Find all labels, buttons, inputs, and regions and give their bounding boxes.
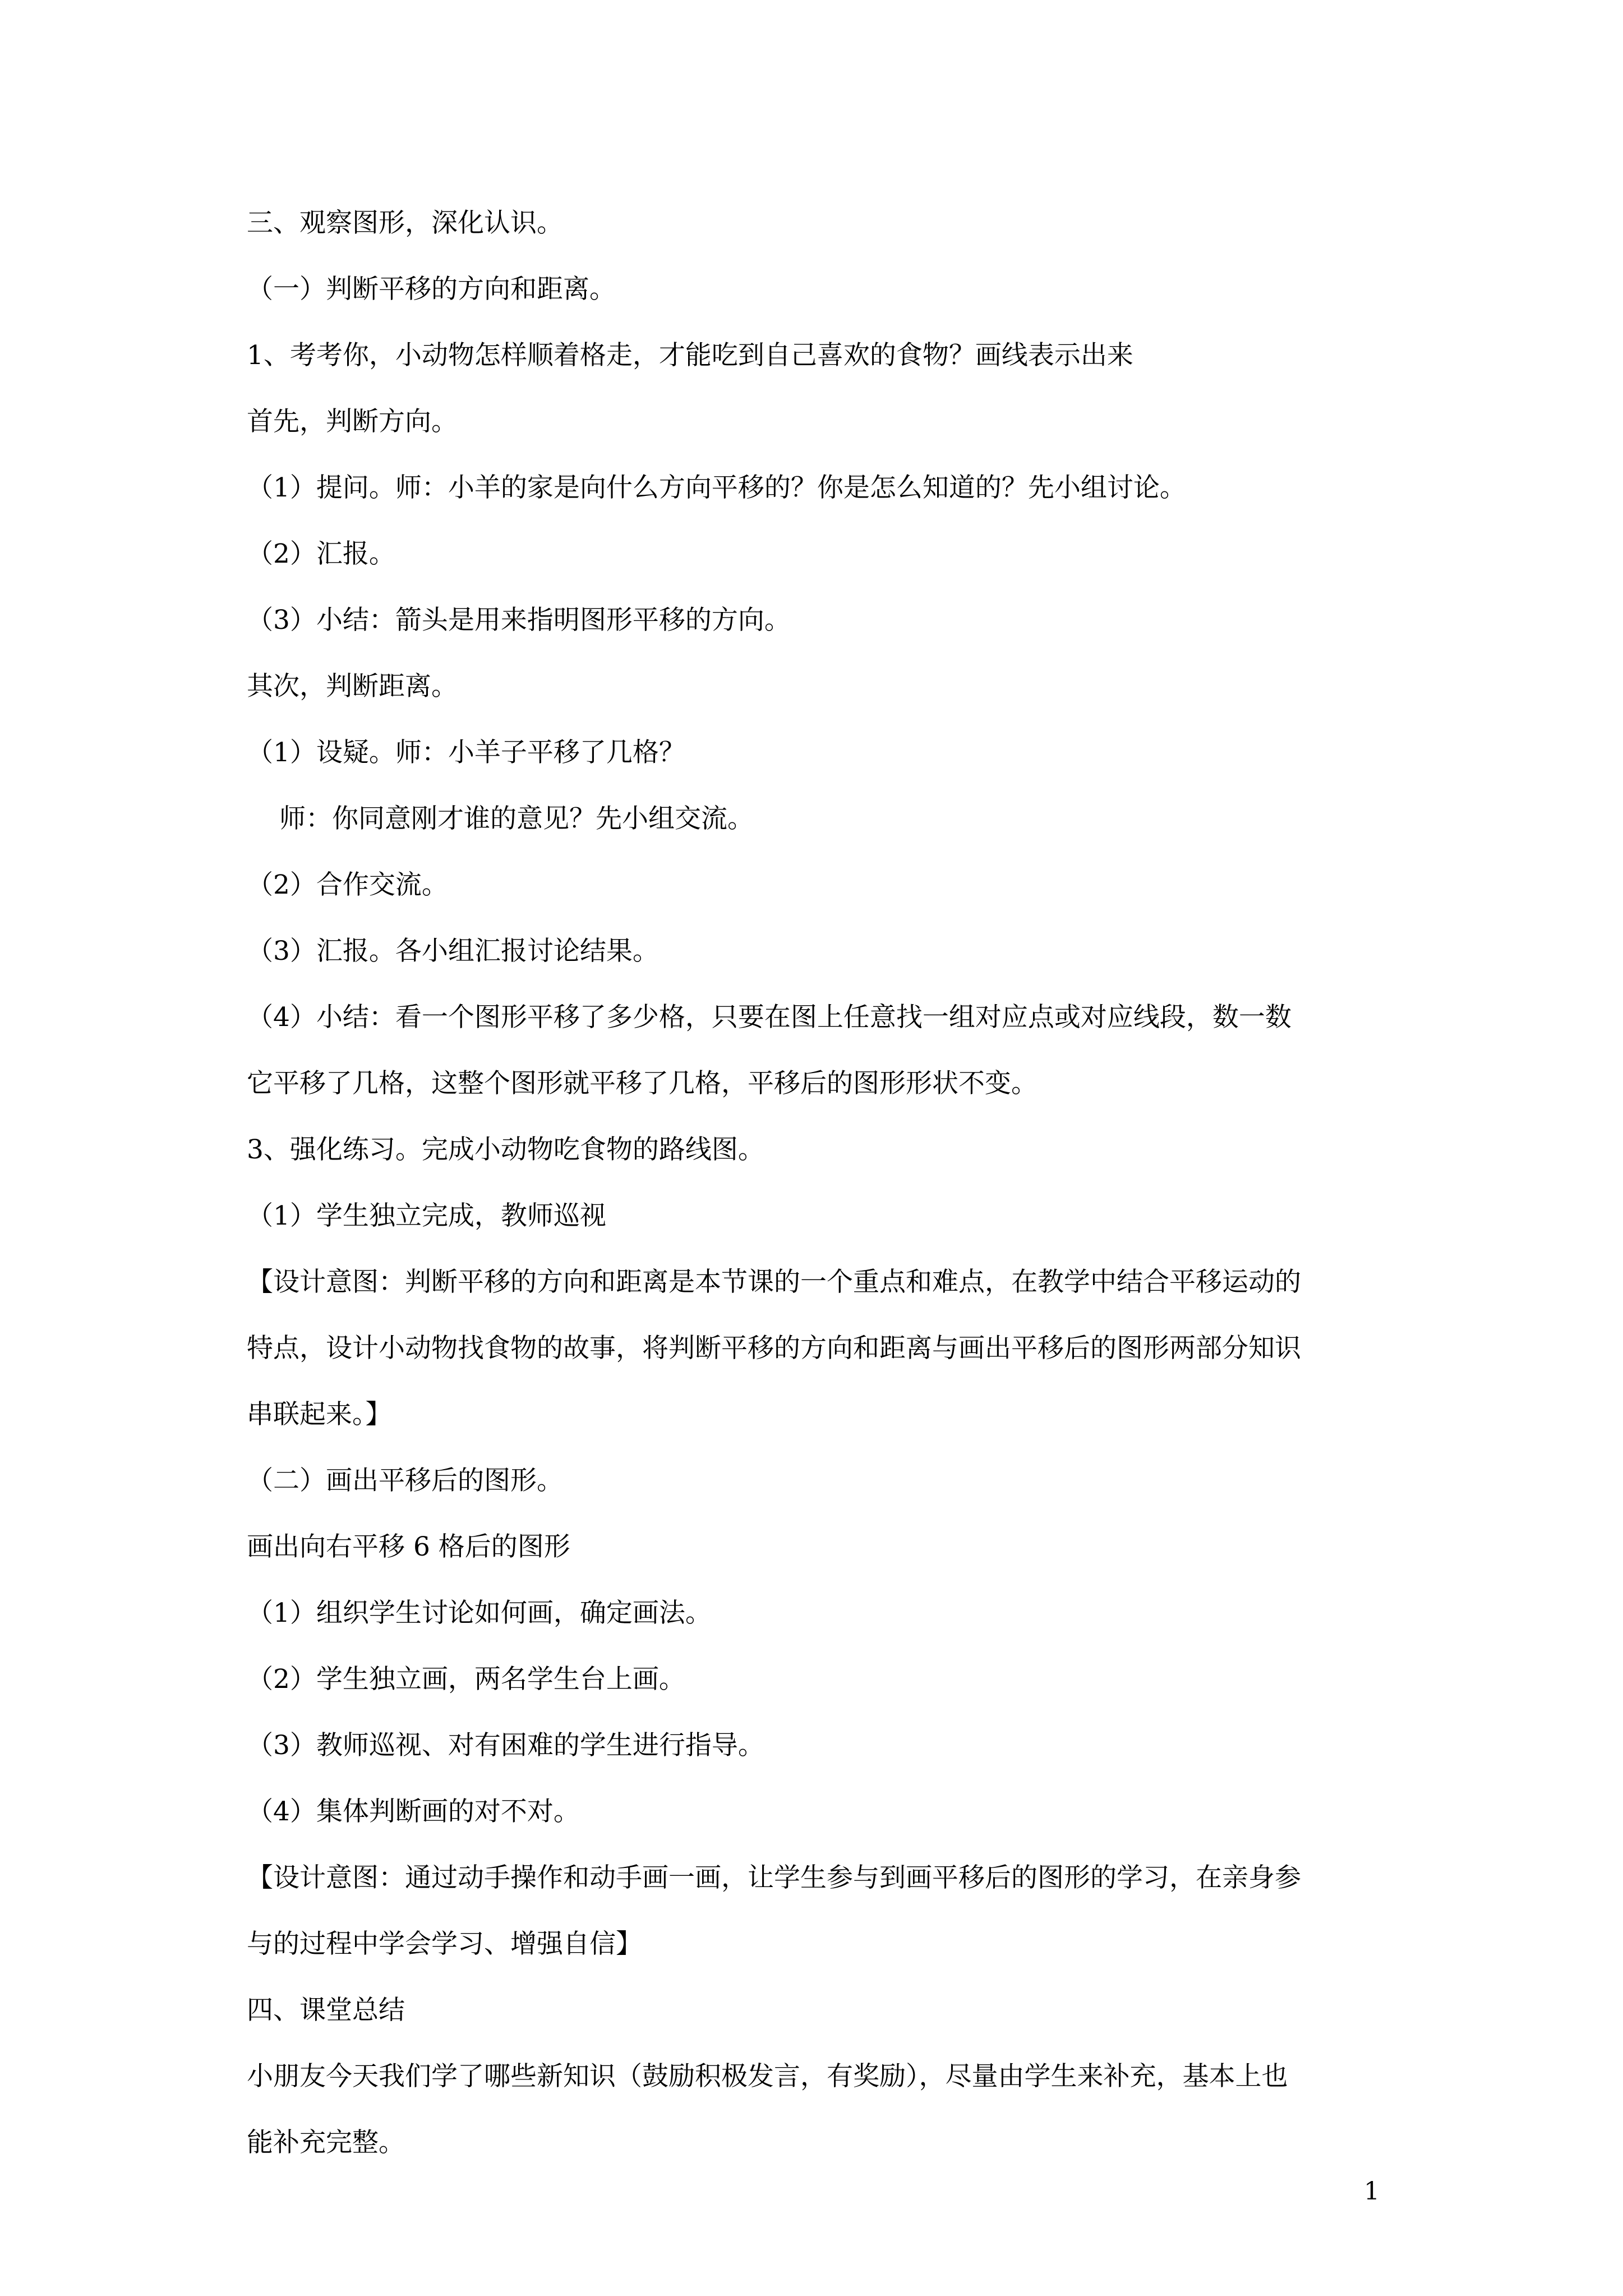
text-line: 3、强化练习。完成小动物吃食物的路线图。 xyxy=(247,1134,764,1165)
paragraph-line: 能补充完整。 xyxy=(247,2127,405,2158)
text-line: 其次，判断距离。 xyxy=(247,671,458,702)
text-line: （3）教师巡视、对有困难的学生进行指导。 xyxy=(247,1730,764,1761)
paragraph-line: 【设计意图：判断平移的方向和距离是本节课的一个重点和难点，在教学中结合平移运动的 xyxy=(247,1267,1301,1297)
design-intent-paragraph xyxy=(247,1862,1385,1959)
section-heading-4: 四、课堂总结 xyxy=(247,1995,405,2026)
summary-paragraph xyxy=(247,1002,1385,1099)
text-line: （2）合作交流。 xyxy=(247,869,448,900)
text-line: （1）学生独立完成，教师巡视 xyxy=(247,1200,606,1231)
paragraph-line: （4）小结：看一个图形平移了多少格，只要在图上任意找一组对应点或对应线段，数一数 xyxy=(247,1002,1292,1033)
text-line: 首先，判断方向。 xyxy=(247,406,458,437)
text-line: （2）汇报。 xyxy=(247,539,395,569)
text-line: （1）提问。师：小羊的家是向什么方向平移的？你是怎么知道的？先小组讨论。 xyxy=(247,472,1186,503)
text-line: （3）小结：箭头是用来指明图形平移的方向。 xyxy=(247,605,791,636)
section-heading-3: 三、观察图形，深化认识。 xyxy=(247,208,563,238)
subsection-heading-1: （一）判断平移的方向和距离。 xyxy=(247,274,616,305)
text-line: （3）汇报。各小组汇报讨论结果。 xyxy=(247,936,659,967)
subsection-heading-2: （二）画出平移后的图形。 xyxy=(247,1465,563,1496)
paragraph-line: 小朋友今天我们学了哪些新知识（鼓励积极发言，有奖励），尽量由学生来补充，基本上也 xyxy=(247,2061,1288,2092)
text-line: （1）组织学生讨论如何画，确定画法。 xyxy=(247,1598,712,1628)
text-line: （2）学生独立画，两名学生台上画。 xyxy=(247,1664,685,1695)
paragraph-line: 特点，设计小动物找食物的故事，将判断平移的方向和距离与画出平移后的图形两部分知识 xyxy=(247,1333,1301,1364)
document-body xyxy=(247,208,1385,2193)
paragraph-line: 它平移了几格，这整个图形就平移了几格，平移后的图形形状不变。 xyxy=(247,1068,1038,1099)
design-intent-paragraph xyxy=(247,1267,1385,1430)
text-line: 画出向右平移 6 格后的图形 xyxy=(247,1531,570,1562)
text-line: 1、考考你，小动物怎样顺着格走，才能吃到自己喜欢的食物？画线表示出来 xyxy=(247,340,1133,371)
page-number: 1 xyxy=(1364,2177,1380,2206)
text-line: （1）设疑。师：小羊子平移了几格？ xyxy=(247,737,685,768)
text-line-indented: 师：你同意刚才谁的意见？先小组交流。 xyxy=(279,803,754,834)
paragraph-line: 串联起来。】 xyxy=(247,1399,392,1430)
paragraph-line: 与的过程中学会学习、增强自信】 xyxy=(247,1929,642,1959)
text-line: （4）集体判断画的对不对。 xyxy=(247,1796,580,1827)
paragraph-line: 【设计意图：通过动手操作和动手画一画，让学生参与到画平移后的图形的学习，在亲身参 xyxy=(247,1862,1301,1893)
closing-paragraph xyxy=(247,2061,1385,2158)
